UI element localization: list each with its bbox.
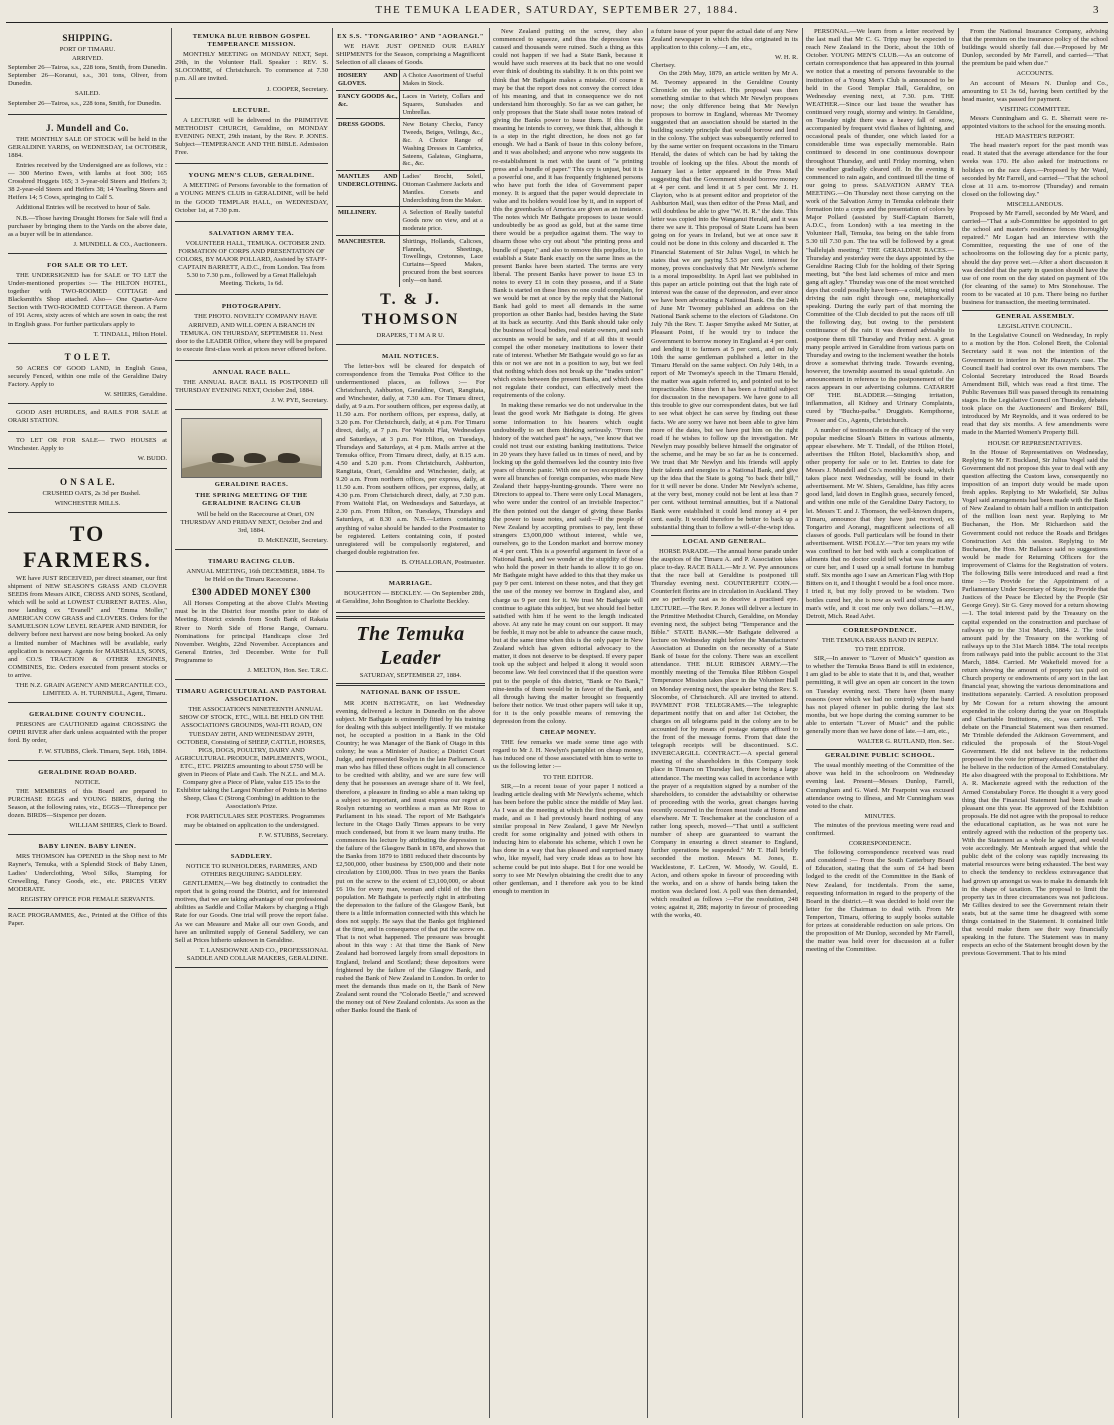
editorial-text-1: New Zealand putting on the screw, they also commenced to squeeze, and thus the depression was caused and thousands were ruined. Such a thing as this could not happen if we had a State Bank, because it would have such reserves at its back that no one would ever think of doubting its stability. It is on this point we think that Mr Bathgate makes a mistake. Of course it may be that the report does not convey the correct idea of his meaning, and that in consequence we do not understand him thoroughly. So far as we can gather, he only proposes that the State shall issue notes instead of giving the Banks power to issue them. If this is the meaning he intends to convey, we think that, although it is a step in the right direction, he does not go far enough. We had a Bank of Issue in this colony before, and it was abolished; and anyone who now suggests its re-establishment is met with the taunt of "a printing press and a bundle of paper." This cry is unjust, but it is a powerful one, and it has frequently frightened persons who have put forth the idea of Government paper money. It is argued that the paper would depreciate in value and its holders would lose by it, and in support of this the greenbacks of America are given as an instance. The notes which Mr Bathgate proposes to issue would undoubtedly be as good as gold, but at the same time there would be a prejudice against them. The way to disarm those who cry out about "the printing press and bundle of paper," and also to remove this prejudice, is to establish a State Bank exactly on the same lines as the present Banks have been started. The terms are very liberal. The present Banks have power to issue £3 in notes to every £1 in coin they possess, and if a State Bank is started on these lines no one could complain, for we would be met at once by the reply that the National Bank had gold to meet all demands in the same proportion as other Banks had, besides having the State at its back as security. And this Bank should take only the business of local bodies, real estate owners, and such accounts as would be safe, and if at all this it would compel the other monetary institutions to lower their rate of interest. Whether Mr Bathgate would go so far as this or not we are not in a position to say, but we feel that nothing which does not break up the "trades union" which exists between the present Banks, and which does not regulate their conduct, can effectively meet the requirements of the colony. [493, 28, 643, 400]
misc-text: Proposed by Mr Farrell, seconded by Mr Ward, and carried—"That a sub-Committee be appointed to get the school and master's residence fences thoroughly repaired." Mr Logan had an interview with the Committee, requesting the use of one of the schoolrooms on the following day for a picnic party, should the day prove wet.—After a short discussion it was decided that the party in question should have the use of one room on the day stated on payment of 10s (for cleaning of the same) to Mrs Stonehouse. The room to be vacated at 10 p.m. There being no further business for transaction, the meeting terminated. [962, 209, 1108, 306]
goods-category: DRESS GOODS. [336, 119, 400, 171]
marriage-heading: MARRIAGE. [388, 580, 433, 588]
goods-category: MANCHESTER. [336, 235, 400, 286]
tolet-ad [8, 347, 167, 404]
salvation-heading: SALVATION ARMY TEA. [208, 229, 295, 237]
school-correspondence-text: The following correspondence received was read and considered :— From the South Canterbury Board of Education, stating that the sum of £4 had been lodged to the credit of the Committee in the Bank of New Zealand, for incidentals. From the same, requesting information in regard to the property of the Board in the district.—It was decided to hold over the letter for the Chairman to deal with. From Mr Temperton, Timaru, offering to supply books suitable for prizes at considerable reduction on sale prices. On the proposition of Mr Dunlop, seconded by Mr Farrell, the matter was held over for discussion at a fuller meeting of the Committee. [806, 849, 954, 954]
cheap-money-heading: CHEAP MONEY. [539, 729, 597, 737]
brass-band-letter: SIR,—In answer to "Lover of Music's" question as to whether the Temuka Brass Band is still in existence, I am glad to be able to state that it is, and that, weather permitting, it will give an open air concert in the town on Tuesday evening next. There have (been many reasons (over which we had no control) why the band has not played oftener in public during the last six months, but we hope during the coming summer to be able to entertain "Lover of Music" and the public generally more than we have done of late.—I am, etc., [806, 655, 954, 735]
goods-description: Laces in Variety, Collars and Squares, Sunshades and Umbrellas. [400, 90, 485, 118]
farmers-text: WE have JUST RECEIVED, per direct steamer, our first shipment of NEW SEASON'S GRASS AND CLOVER SEEDS from Messrs AIKE, CROSS AND SONS, Scotland, which will be sold at LOWEST CURRENT RATES. Also, now landing ex "Evanell" and "Emma Moller," AMERICAN COW GRASS and CLOVERS. Orders for the SAMUELSON LOW LEVEL REAPER AND BINDER, for delivery before next harvest are now being booked. As only a limited number of Machines will be available, early application is necessary. Agents for MARSHALLS, SONS, and CO.'S TRACTION & OTHER ENGINES, COMBINES, Etc. Orders executed from present stocks or to arrive. [8, 574, 167, 679]
spring-text: Will be held on the Racecourse at Orari, ON THURSDAY AND FRIDAY NEXT, October 2nd and 3rd, 1884. [180, 510, 323, 534]
forsale-ad [8, 257, 167, 344]
race-programmes-text: RACE PROGRAMMES, &c., Printed at the Office of this Paper. [8, 911, 167, 928]
babylinen-heading: BABY LINEN. BABY LINEN. [38, 843, 137, 851]
masthead [0, 4, 1114, 22]
national-bank-text: MR JOHN BATHGATE, on last Wednesday evening, delivered a lecture in Dunedin on the above subject. Mr Bathgate is eminently fitted by his training for dealing with this subject intelligently. If we mistake not, he occupied a position in a Bank in the Old Country; he was Manager of the Bank of Otago in this colony; he was a Minister of Justice; a District Court Judge, and represented Roslyn in the late Parliament. A man who has filled these offices ought in all conscience to be credited with ability, and we are sure few will deny that he possesses an average share of it. We feel, therefore, a pleasure in finding so able a man taking up a subject so important, and must express our regret at Roslyn returning so worthless a man as Mr Ross to Parliament in his stead. The report of Mr Bathgate's lecture in the Otago Daily Times appears to be very much condensed, but from it we learn many truths. He commences his lecture by attributing the depression to the failure of the Glasgow Bank in 1878, and shows that the Banks from 1879 to 1881 reduced their discounts by £2,500,000, other business by £500,000 and their note circulation by £100,000. Thus in two years the Banks put on the screw to the extent of £3,100,000, or about £6 10s for every man, woman and child of the then population. Mr Bathgate is perfectly right in attributing the depression to the failure of the Glasgow Bank, but there is a little information connected with this which he does not supply. He says that the Banks got frightened at the time, and in consequence of that put the screw on. That is not what happened. The pressure was brought about in this way : At that time the Bank of New Zealand had borrowed largely from small depositors in England, Ireland and Scotland; these depositors were frightened by the failure of the Glasgow Bank, and rushed the Bank of New Zealand in London. In order to meet the demands thus made on it, the Bank of New Zealand sent round the "Colorado Beetle," and screwed the money out of New Zealand colonists. As soon as the other Banks found the Bank of [336, 699, 485, 1015]
local-general-text: HORSE PARADE.—The annual horse parade under the auspices of the Timaru A. and P. Association takes place to-day. RACE BALL.—Mr J. W. Pye announces that the race ball at Geraldine is postponed till Thursday evening next. COUNTERFEIT COIN.—Counterfeit florins are in circulation in Auckland. They are so perfectly cast as to deceive a practised eye. LECTURE.—The Rev. P. Jones will deliver a lecture in the Primitive Methodist Church, Geraldine, on Monday evening next, the subject being "Temperance and the Bible." STATE BANK.—Mr Bathgate delivered a lecture on Wednesday night before the Manufacturers' Association at Dunedin on the necessity of a State Bank of Issue for the colony. There was an excellent attendance. THE BLUE RIBBON ARMY.—The monthly meeting of the Temuka Blue Ribbon Gospel Temperance Mission takes place in the Volunteer Hall on Monday evening next, the speaker being the Rev. S. Slocombe, of Christchurch. All are invited to attend. PAYMENT FOR TELEGRAMS.—The telegraphic department notify that on and after 1st October, the charges on all telegrams paid in the colony are to be accounted for by means of postage stamps affixed to the front of the message forms. From that date the telegraph receipts will be discontinued. S.C. INVERCARGILL CONTRACT.—A special general meeting of the shareholders in this Company took place in Timaru on Thursday last, there being a large attendance. The meeting was called in accordance with the prayer of a requisition signed by a number of the shareholders, to consider the advisability or otherwise of proceeding with the works, great changes having recently occurred in the frozen meat trade at Home and elsewhere. Mr T. Teschemaker at the conclusion of a rather long speech, moved—"That until a sufficient number of sheep are guaranteed to warrant the Company in ensuring a direct steamer to England, further operations be suspended." Mr T. Hall briefly seconded the motion. Messrs M. Jones, E. Wacklestone, F. LeCren, W. Moody, W. Gould, E. Acton, and others spoke in favour of proceeding with the works, and on a show of hands being taken the motion was declared lost. A poll was then demanded, which resulted as follows :—For the resolution, 248 votes; against it, 288; majority in favour of proceeding with the works, 40. [651, 547, 798, 920]
column-4 [493, 28, 643, 1418]
goods-row [336, 235, 485, 286]
letter-place: Chertsey. [651, 62, 676, 70]
goods-category: HOSIERY AND GLOVES. [336, 70, 400, 91]
editorial-text-2: In making these remarks we do not undervalue in the least the good work Mr Bathgate is doing. He gives some information to his hearers which ought undoubtedly to set them thinking seriously. "From the history of the watched past" he says, "we know that we could not trust our existing banking institutions. Twice in 20 years they have failed us in times of need, and by locking up the gold themselves led the country into five years of chronic panic. With one or two exceptions they were all branches of foreign companies, who made New Zealand their happy-hunting-grounds. There were no Directors to appeal to. There were only Local Managers, who were under the control of an invisible Inspector." He then pointed out the danger of giving these Banks the power to issue notes, and said:—If the people of New Zealand by accepting promises to pay, lent these strangers £3,000,000 without interest, while we, ourselves, go to the London market and borrow money at 4 per cent. This is a powerful argument in favor of a National Bank, and we wonder at the stupidity of those who hold the power in their hands to allow it to go on. Mr Bathgate might have added to this that they make us pay 9 per cent. interest on these notes, and that they get the use of the money we borrow in England also, and charge us 9 per cent for it. We trust Mr Bathgate will continue to agitate this subject, but we should feel better satisfied with him if he went to the length indicated above. At any rate he may count on our support. It may be feeble, it may not be able to advance the cause much, but at the same time when this is the only paper in New Zealand which has given editorial advocacy to the matter, it does not deserve to be despised. If every paper took up the subject and helped it along it would soon become law. We feel convinced that if the question were put to the people of this district, "Bank or No Bank," nine-tenths of them would be in favor of the Bank, and all through having the matter brought so frequently before their notice. We trust other papers will take it up, for it is the only possible means of removing the depression from the colony. [493, 402, 643, 725]
mundell-entries: Entries received by the Undersigned are as follows, viz :— 300 Merino Ewes, with lambs at foot 300; 165 Crossbred Hoggets 165; 3 3-year-old Steers and Heifers 3; 38 2-year-old Steers and Heifers 38; 14 Yearling Steers and Heifers 14; 5 Cows, springing to Calf 5. [8, 161, 167, 202]
mundell-signature: J. MUNDELL & CO., Auctioneers. [73, 240, 167, 248]
timaru-racing-heading: TIMARU RACING CLUB. [208, 557, 295, 565]
notice-heading: NOTICE. [74, 778, 101, 786]
paper-date: SATURDAY, SEPTEMBER 27, 1884. [359, 672, 462, 680]
to-the-editor: TO THE EDITOR. [542, 773, 594, 781]
mundell-nb: N.B.—Those having Draught Horses for Sale will find a purchaser by bringing them to the Yards on the above date, as a buyer will be in attendance. [8, 214, 167, 238]
gospel-heading: TEMUKA BLUE RIBBON GOSPEL TEMPERANCE MISSION. [192, 33, 311, 49]
added-money-heading: £300 ADDED MONEY £300 [192, 587, 311, 598]
goods-description: Ladies' Brocht, Soleil, Ottoman Cashmere Jackets and Mantles. Corsets and Underclothing from the Maker. [400, 171, 485, 207]
nameplate-rule [336, 683, 485, 686]
headmaster-heading: HEAD MASTER'S REPORT. [995, 133, 1075, 141]
winchester-ad [8, 435, 167, 468]
port-heading: PORT OF TIMARU. [59, 46, 116, 53]
column-3 [336, 28, 485, 1418]
mundell-text: THE MONTHLY SALE OF STOCK will be held in the GERALDINE YARDS, on WEDNESDAY, 1st OCTOBER, 1884. [8, 135, 167, 159]
roadboard-heading: GERALDINE ROAD BOARD. [38, 768, 137, 776]
farmers-heading: TO FARMERS. [23, 520, 152, 572]
goods-description: A Choice Assortment of Useful Makes in Stock. [400, 70, 485, 91]
ships-text: WE HAVE JUST OPENED OUR EARLY SHIPMENTS for the Season, comprising a Magnificent Selection of all classes of Goods. [336, 43, 485, 67]
goods-row [336, 119, 485, 171]
photo-heading: PHOTOGRAPHY. [221, 303, 282, 311]
mundell-note: Additional Entries will be received to hour of Sale. [16, 204, 151, 212]
goods-description: A Selection of Really tasteful Goods now on view, and at a moderate price. [400, 207, 485, 235]
mundell-ad [8, 118, 167, 254]
gospel-ad [175, 28, 328, 99]
farmers-ad [8, 516, 167, 703]
marriage-notice [336, 575, 485, 613]
gospel-signature: J. COOPER, Secretary. [266, 85, 328, 93]
brass-band-signature: WALTER G. RUTLAND, Hon. Sec. [857, 738, 954, 746]
tolet-heading: T O L E T. [64, 351, 111, 362]
added-money-text: All Horses Competing at the above Club's Meeting must be in the District four months prior to date of Meeting. District extends from South Bank of Rakaia River to North Side of Horse Range, Oamaru. Nominations for principal Handicaps close 3rd November. Weights, 22nd November. Acceptances and General Entries, 3rd December. Write for Full Programme to [175, 600, 328, 664]
letter-signature: W. H. R. [774, 54, 798, 62]
goods-category: MILLINERY. [336, 207, 400, 235]
annual-ball-ad [175, 364, 328, 410]
mundell-heading: J. Mundell and Co. [46, 122, 129, 133]
roadboard-ad [8, 764, 167, 836]
agri-footer: FOR PARTICULARS SEE POSTERS. Programmes may be obtained on application to the undersigned. [184, 813, 325, 829]
lecture-ad [175, 102, 328, 165]
brass-band-heading: THE TEMUKA BRASS BAND IN REPLY. [821, 636, 939, 644]
mail-signature: B. O'HALLORAN, Postmaster. [401, 558, 485, 566]
farmers-signature: THE N.Z. GRAIN AGENCY AND MERCANTILE CO., LIMITED. A. H. TURNBULL, Agent, Timaru. [15, 681, 167, 698]
registry-text: REGISTRY OFFICE FOR FEMALE SERVANTS. [20, 895, 155, 903]
goods-description: New Botany Checks, Fancy Tweeds, Beiges, Veilings, &c., &c. A Choice Range of Washing Dresses in Cambrics, Sateens, Galateas, Ginghams, &c., &c. [400, 119, 485, 171]
local-general-heading: LOCAL AND GENERAL. [651, 535, 798, 546]
arrived-label: ARRIVED. [72, 55, 103, 63]
visiting-heading: VISITING COMMITTEE. [999, 105, 1071, 113]
spring-heading: THE SPRING MEETING OF THE GERALDINE RACING CLUB [195, 492, 308, 508]
column-rule [647, 28, 648, 1418]
column-7 [962, 28, 1108, 1418]
insurance-text: From the National Insurance Company, advising that the premium on the insurance policy of the school buildings would shortly fall due.—Proposed by Mr Dunlop, seconded by Mr Farrell, and carried—"That the premium be paid when due." [962, 28, 1108, 68]
school-text: The usual monthly meeting of the Committee of the above was held in the schoolroom on Wednesday evening last. Present—Messrs Dunlop, Farrell, Cunningham and G. Ward. Mr Fearpoint was excused attendance owing to illness, and Mr Cunningham was voted to the chair. [806, 762, 954, 810]
goods-row [336, 171, 485, 207]
page-number: 3 [1093, 4, 1100, 16]
correspondence-heading: CORRESPONDENCE. [806, 624, 954, 635]
cheap-money-text: THE few remarks we made some time ago with regard to Mr J. H. Newlyn's pamphlet on cheap money, has induced one of those associated with him to write to us the following letter :— [493, 739, 643, 771]
onsale-heading: O N S A L E. [59, 476, 116, 487]
house-reps-text: In the House of Representatives on Wednesday, Replying to Mr F. Buckland, Sir Julius Vogel said the Government did not propose this year to deal with any question affecting the Custom laws, consequently no imposition of an import duty would be made upon fresh apples. Replying to Mr Wakefield, Sir Julius Vogel said arrangements had been made with the Bank of New Zealand to obtain half a million in anticipation of the million loan next year. Replying to Mr Buchanan, the Hon. Mr Richardson said the Government could not reduce the Roads and Bridges Construction Act this session. Replying to Mr Buchanan, the Hon. Mr Ballance said no suggestions would be made for Returning Officers for the improvement of Claims for the Registration of voters. The following Bills were introduced and read a first time :—To Provide for the Appointment of a Parliamentary Under Secretary of State; to Provide that Justices of the Peace be Elected by the People (Sir George Grey). Sir G. Grey moved for a return showing—1. The total interest paid by the Treasury on the capital expended on the construction and purchase of railways up to the 31st March, 1884. 2. The total amount paid by the Treasury on the working of railways up to the 31st March 1884. The total receipts from railways paid into the public account to the 31st March, 1884. Carried. Mr Wakefield moved for a return showing the amount of property tax paid on Church property or endowments of any sort in the last financial year, showing the various denominations and institutions separately. Carried. A resolution proposed by Mr Cowan for a return showing the amount expended in the colony during the year on Hospitals and Charitable Institutions, etc., was carried. The debate on the Financial Statement was then resumed. Mr Trimble defended the Atkinson Government, and ridiculed the proposals of the Stout-Vogel Government. He did not believe in the reductions proposed in the vote for primary education; neither did he believe in the reduction of the Armed Constabulary. He also disagreed with the proposal to Exhibitions. Mr A. R. Mackenzie agreed with the reduction of the Armed Constabulary Force. He thought it a very good thing that the Financial Statement had been made a pleasant one this year. He approved of the Exhibition proposals. He did not agree with the proposal to reduce the educational capitation, as he was not sure he entirely agreed with the reduction of the property tax. With the Statement as a whole he agreed, and would vote accordingly. Mr Menteath argued that while the public debt of the colony was rapidly increasing its material resources were being exhausted. The best way to check the tendency to reckless extravagance that had grown up amongst us was to make its demands felt in the shape of taxation. The proposal to limit the property tax in three circumstances was not judicious. Mr Gillies desired to see the Government retain their seats, but at the same time he disagreed with some things contained in the Statement. It contained little that would make them see their way financially speaking in the future. The Statement was in many respects an echo of the Statement brought down by the previous Government. That to his mind [962, 448, 1108, 958]
saddlery-subheading: NOTICE TO RUNHOLDERS, FARMERS, AND OTHERS REQUIRING SADDLERY. [185, 862, 318, 878]
lecture-heading: LECTURE. [232, 106, 271, 114]
added-money-signature: J. MELTON, Hon. Sec. T.R.C. [247, 666, 328, 674]
saddlery-heading: SADDLERY. [230, 852, 273, 860]
babylinen-text: MRS THOMSON has OPENED in the Shop next to Mr Rayner's, Temuka, with a Splendid Stock of Baby Linen, Ladies' Underclothing, Wool Silks, Stamping for Crewelling, Fancy Goods, etc., etc. PRICES VERY MODERATE. [8, 853, 167, 893]
ymc-text: A MEETING of Persons favorable to the formation of a YOUNG MEN'S CLUB in GERALDINE, will be held in the GOOD TEMPLAR HALL, on WEDNESDAY, October 1st, at 7.30 p.m. [175, 182, 328, 214]
sailed-label: SAILED. [74, 90, 101, 98]
mail-notices [336, 348, 485, 572]
council-ad [8, 706, 167, 760]
onsale-signature: WINCHESTER MILLS. [54, 499, 121, 507]
goods-row [336, 90, 485, 118]
thomson-subheading: DRAPERS, T I M A R U. [376, 331, 445, 339]
forsale-text: THE UNDERSIGNED has for SALE or TO LET the Under-mentioned properties :— The HILTON HOTEL, together with TWO-ROOMED COTTAGE and Blacksmith's Shop attached. Also— One Quarter-Acre Section with TWO-ROOMED COTTAGE thereon. A Farm of 191 Acres, sixty acres of which are sown in oats; the rest in English grass. For further particulars apply to [8, 271, 167, 328]
local-news-text-2: A number of testimonials re the efficacy of the very popular medicine Sloan's Bitters in various ailments, appear elsewhere. Mr T. Tindall, of the Hilton Hotel, advertises the Hilton Hotel, blacksmith's shop, and other property for sale or to let. Entries to date for Messrs J. Mundell and Co.'s monthly stock sale, which takes place next Wednesday, will be found in their advertisement. Mr W. Shiers, Geraldine, has fifty acres good land, laid down in English grass, securely fenced, and within one mile of the Geraldine Dairy Factory, to let. Messrs T. and J. Thomson, the well-known drapers, Timaru, announce that they have just received, ex Tongariro and Aorangi, magnificent selections of all classes of goods. Full particulars will be found in their advertisement. WISE FOLLY.—"For ten years my wife was confined to her bed with such a complication of ailments that no doctor could tell what was the matter or cure her, and I used up a small fortune in humbug stuff. Six months ago I saw an American Flag with Hop Bitters on it, and I thought I would be a fool once more. I tried it, but my folly proved to be wisdom. Two bottles cured her, she is now as well and strong as any man's wife, and it cost me only two dollars."—H.W., Detroit, Mich. Read Advt. [806, 426, 954, 620]
goods-row [336, 70, 485, 91]
goods-row [336, 207, 485, 235]
winchester-text: TO LET OR FOR SALE— TWO HOUSES at Winchester. Apply to [8, 437, 167, 453]
goods-description: Shirtings, Hollands, Calicoes, Flannels, Sheetings, Towellings, Cretonnes, Lace Curtains—Speed Makes, procured from the best sources only—on hand. [400, 235, 485, 286]
ymc-heading: YOUNG MEN'S CLUB, GERALDINE. [188, 172, 315, 180]
marriage-text: BOUGHTON — BECKLEY. — On September 28th, at Geraldine, John Boughton to Charlotte Beckley. [336, 590, 485, 606]
school-heading: GERALDINE PUBLIC SCHOOL. [806, 749, 954, 760]
timaru-racing-ad [175, 553, 328, 680]
column-rule [489, 28, 490, 1418]
editorial-reply: On the 29th May, 1879, an article written by Mr A. M. Twomey appeared in the Geraldine County Chronicle on the subject. His proposal was then something similar to that which Mr Newlyn proposes now; the only difference being that Mr Newlyn proposes to borrow in England, whereas Mr Twomey suggested that an association should be started in the building society principle that would borrow and lend in the colony. The subject was subsequently referred to by the same writer on frequent occasions in the Timaru Herald, the dates of which can be had by taking the trouble of looking up the files. About the month of January last a letter appeared in the Press Mail suggesting that the Government should borrow money at 4 per cent. and lend it at 5 per cent. Mr J. H. Clayton, who is at present editor and proprietor of the Ashburton Mail, was then editor of the Press Mail, and will doubtless be able to give "W. H. R." the date. This letter was copied into the Wanganui Herald, and it was there we saw it. This proposal of State Loans has been going on for years in Ireland, but we at once saw it could not be done in this colony and discarded it. The Financial Statement of Sir Julius Vogel, in which he states that we are paying 5.53 per cent. interest for money, proves conclusively that Mr Newlyn's scheme is a moral impossibility. In April last we published in this paper an article pointing out that the high rate of interest was the cause of the depression, and ever since we have been advocating a National Bank. On the 24th of June Mr Twomey published an address on the National Bank scheme to the electors of Gladstone. On July 7th the Rev. T. Jasper Smythe asked Mr Sutter, at Pleasant Point, if he would try to induce the Government to borrow money in England at 4 per cent. and lending it to farmers at 5 per cent., and on July 10th the same gentleman published a letter in the Timaru Herald on the same subject. On July 14th, in a report of Mr Twomey's speech in the Timaru Herald, the matter was again referred to, and pointed out to be impracticable. Since then it has been a fruitful subject for discussion in the newspapers. We have gone to all this trouble to give our correspondent dates, but we fail to see what object he can serve by finding out these facts. We are sorry we have not been able to give him more of the dates, but we have put him on the right road if he wishes to follow up the investigation. Mr Newlyn may possibly believe himself the originator of the scheme, and he may be so far as he is concerned. We trust that Mr Newlyn and his friends will apply their talents and energies to a National Bank, and give up the idea that the State is going "to back their bill," for it will never be done. Under Mr Newlyn's scheme, at the very best, money could not be lent at less than 7 per cent. without terminal annuities, but if a National Bank were established it could lend money at 4 per cent. easily. It would therefore be better to back up a substantial thing than to follow a will-o'-the-wisp idea. [651, 70, 798, 531]
column-2 [175, 28, 328, 1418]
forsale-signature: T. TINDALL, Hilton Hotel. [93, 330, 167, 338]
masthead-rule [6, 22, 1108, 23]
goods-category: MANTLES AND UNDERCLOTHING. [336, 171, 400, 207]
letter-continuation: a future issue of your paper the actual date of any New Zealand newspaper in which the idea originated in its application to this colony.—I am, etc., [651, 28, 798, 52]
mail-text: The letter-box will be cleared for despatch of correspondence from the Temuka Post Office to the undermentioned places, as follows :— For Christchurch, Ashburton, Geraldine, Orari, Rangitata, and Winchester, daily, at 7.30 a.m. For Timaru direct, daily, at 9 a.m. For southern offices, per express daily, at 11.50 a.m. For northern offices, per express, daily, at 3.20 p.m. For Christchurch, daily, at 4 p.m. For Timaru direct, daily, at 7 p.m. For Waitohi Flat, Wednesdays and Saturdays, at 3 p.m. For Hilton, on Tuesdays, Thursdays and Saturdays, at 4 p.m. Mails arrive at the Temuka office, From Timaru direct, daily, at 8.15 a.m. 4.50 and 5.20 p.m. From Christchurch, Ashburton, Rangitata, Orari, Geraldine and Winchester, daily, at 9.20 a.m. From northern offices, per express, daily, at 11.50 a.m. From southern offices, per express, daily, at 4.30 p.m. From Christchurch direct, daily, at 7.30 p.m. From Waitohi Flat, on Wednesdays and Saturdays, at 2.30 p.m. From Hilton, on Tuesdays, Thursdays and Saturdays, at 8.30 a.m. N.B.—Letters containing anything of value should be handed to the Postmaster to be registered. Letters containing coin, if posted unregistered will be compulsorily registered, and charged double registration fee. [336, 362, 485, 556]
spring-signature: D. McKENZIE, Secretary. [257, 536, 328, 544]
accounts-heading: ACCOUNTS. [1016, 70, 1054, 78]
salvation-ad [175, 225, 328, 296]
misc-heading: MISCELLANEOUS. [1006, 200, 1064, 208]
nameplate-rule [336, 616, 485, 619]
photo-text: THE PHOTO. NOVELTY COMPANY HAVE ARRIVED, AND WILL OPEN A BRANCH IN TEMUKA. ON THURSDAY, SEPTEMBER 11. Next door to the LEADER Office, where they will be prepared to execute first-class work at prices never offered before. [175, 313, 328, 353]
column-6 [806, 28, 954, 1418]
council-signature: F. W. STUBBS, Clerk. Timaru, Sept. 16th, 1884. [38, 747, 167, 755]
column-1 [8, 28, 167, 1418]
column-rule [171, 28, 172, 1418]
tolet-text: 50 ACRES OF GOOD LAND, in English Grass, securely Fenced, within one mile of the Geraldine Dairy Factory. Apply to [8, 364, 167, 388]
goods-category: FANCY GOODS &c., &c. [336, 90, 400, 118]
lecture-text: A LECTURE will be delivered in the PRIMITIVE METHODIST CHURCH, Geraldine, on MONDAY EVENING NEXT, 29th instant, by the Rev. P. JONES. Subject—TEMPERANCE AND THE BIBLE. Admission Free. [175, 116, 328, 157]
column-5 [651, 28, 798, 1418]
roadboard-text: THE MEMBERS of this Board are prepared to PURCHASE EGGS and YOUNG BIRDS, during the Season, at the following rates, viz., EGGS—Threepence per dozen. BIRDS—Sixpence per dozen. [8, 787, 167, 820]
mail-heading: MAIL NOTICES. [381, 352, 440, 360]
hurdles-ad [8, 407, 167, 432]
paper-nameplate: The Temuka Leader [356, 623, 465, 670]
annual-ball-heading: ANNUAL RACE BALL. [212, 368, 291, 376]
races-heading: GERALDINE RACES. [214, 481, 289, 489]
legislative-council-text: In the Legislative Council on Wednesday, In reply to a motion by the Hon. Colonel Brett, the Colonial Secretary said it was not the intention of the Government to interfere in Mr Pharazyn's case. The Council itself had control over its own members. The Colonial Secretary introduced the Road Boards Amendment Bill, which was read a first time. The Public Revenues Bill was passed through its remaining stages. In the Legislative Council on Thursday, debates took place on the Auctioneers' and Brokers' Bill, introduced by Mr Reynolds, and it was ordered to be read that day six months. A few amendments were made in the Married Women's Property Bill. [962, 332, 1108, 437]
winchester-signature: W. BUDD. [137, 455, 167, 463]
national-bank-heading: NATIONAL BANK OF ISSUE. [360, 689, 461, 697]
visiting-text: Messrs Cunningham and G. E. Sherratt were re-appointed visitors to the school for the ensuing month. [962, 114, 1108, 131]
thomson-heading: T. & J. THOMSON [361, 290, 460, 328]
ymc-ad [175, 167, 328, 221]
school-correspondence-heading: CORRESPONDENCE. [848, 840, 912, 848]
column-rule [958, 28, 959, 1418]
forsale-heading: FOR SALE OR TO LET. [47, 261, 128, 269]
arrived-text: September 26—Tairoa, s.s., 228 tons, Smith, from Dunedin. September 26—Koranui, s.s., 301 tons, Oliver, from Dunedin. [8, 64, 167, 88]
headmaster-text: The head master's report for the past month was read. It stated that the average attendance for the four weeks was 170. He also asked for instructions re holidays on the race days.—Proposed by Mr Ward, seconded by Mr Farrell, and carried—"That the school close at 11 a.m. to-morrow (Thursday) and remain closed on the following day." [962, 142, 1108, 198]
ships-heading: EX S.S. "TONGARIRO" AND "AORANGI." [337, 33, 484, 40]
agri-ad [175, 683, 328, 845]
races-ad [175, 413, 328, 550]
shipping-section [8, 28, 167, 115]
agri-heading: TIMARU AGRICULTURAL AND PASTORAL ASSOCIATION. [176, 688, 327, 704]
column-rule [332, 28, 333, 1418]
goods-table [336, 69, 485, 286]
gospel-text: MONTHLY MEETING on MONDAY NEXT, Sept. 29th, in the Volunteer Hall. Speaker : REV. S. SLOCOMBE, of Christchurch. To commence at 7.30 p.m. All are invited. [175, 51, 328, 83]
house-reps-heading: HOUSE OF REPRESENTATIVES. [987, 439, 1083, 447]
council-heading: GERALDINE COUNTY COUNCIL. [29, 711, 146, 719]
cheap-money-letter: SIR,—In a recent issue of your paper I noticed a leading article dealing with Mr Newlyn's scheme, which has been before the public since the middle of May last. As I was at the meeting at which the first proposal was made, and as I had previously heard nothing of any similar proposal in New Zealand, I gave Mr Newlyn credit for some originality and joined with others in inducing him to elaborate his scheme, which I own he has done in a way that has pleased and surprised many who, like myself, had very crude ideas as to how his scheme could be put into shape. But I for one would be sorry to see Mr Newlyn obtaining the credit due to any other gentleman, and I therefore ask you to be kind enough to mention in [493, 782, 643, 895]
council-text: PERSONS are CAUTIONED against CROSSING the OPIHI RIVER after dark unless acquainted with the proper ford. By order, [8, 721, 167, 745]
onsale-text: CRUSHED OATS, 2s 3d per Bushel. [42, 489, 141, 497]
tolet-signature: W. SHIERS, Geraldine. [104, 391, 167, 398]
timaru-racing-text: ANNUAL MEETING, 16th DECEMBER, 1884. To be Held on the Timaru Racecourse. [186, 568, 325, 584]
photo-ad [175, 298, 328, 361]
saddlery-text: GENTLEMEN,—We beg distinctly to contradict the report that is going round the District, and for interested motives, that we are taking advantage of our professional abilities as Saddle and Collar Makers by charging a High Rate for our Goods. One trial will prove the report false. As we can Measure and Make all our own Goods, and have an unlimited supply of General Saddlery, we can Sell at Prices hitherto unknown in Geraldine. [175, 880, 328, 944]
to-the-editor: TO THE EDITOR. [854, 646, 906, 654]
accounts-text: An account of Messrs N. Dunlop and Co., amounting to £1 3s 6d, having been certified by the head master, was passed for payment. [962, 79, 1108, 103]
agri-text: THE ASSOCIATION'S NINETEENTH ANNUAL SHOW OF STOCK, ETC., WILL BE HELD ON THE ASSOCIATION'S GROUNDS, WAI-ITI ROAD, ON TUESDAY 28TH, AND WEDNESDAY 29TH, OCTOBER, Consisting of SHEEP, CATTLE, HORSES, PIGS, DOGS, POULTRY, DAIRY AND AGRICULTURAL PRODUCE, IMPLEMENTS, WOOL, ETC., ETC. PRIZES amounting to about £750 will be given in Pieces of Plate and Cash. The N.Z.L. and M.A. Company give a Piece of Plate, value £15 15s to the Exhibitor taking the Largest Number of Points in Merino Sheep, Class C (Strong Combing) in addition to the Association's Prize. [175, 706, 328, 811]
saddlery-ad [175, 848, 328, 968]
saddlery-signature: T. LANSDOWNE AND CO., PROFESSIONAL SADDLE AND COLLAR MAKERS, GERALDINE. [186, 946, 328, 962]
annual-ball-signature: J. W. PYE, Secretary. [271, 397, 328, 405]
thomson-ad [336, 28, 485, 345]
general-assembly-heading: GENERAL ASSEMBLY. [962, 310, 1108, 321]
sailed-text: September 26—Tairoa, s.s., 228 tons, Smith, for Dunedin. [8, 99, 162, 107]
onsale-ad [8, 472, 167, 513]
masthead-title: THE TEMUKA LEADER, SATURDAY, SEPTEMBER 27, 1884. [375, 4, 739, 16]
column-rule [802, 28, 803, 1418]
legislative-council-heading: LEGISLATIVE COUNCIL. [997, 323, 1073, 331]
racing-engraving [181, 418, 322, 478]
babylinen-ad [8, 838, 167, 909]
minutes-heading: MINUTES. [864, 812, 896, 820]
local-news-text-1: PERSONAL.—We learn from a letter received by the last mail that Mr C. G. Tripp may be expected to reach New Zealand in the Doric, about the 10th of October. YOUNG MEN'S CLUB.—As an outcome of certain correspondence that has appeared in this journal we notice that a meeting of persons favourable to the institution of a Young Men's Club is announced to be held in the Good Templar Hall, Geraldine, on Wednesday evening next, at 7.30. p.m. THE WEATHER.—Since our last issue the weather has continued very rough, stormy and wintry. In Geraldine, on Tuesday night there was a heavy fall of snow, accompanied by frequent vivid flashes of lightning, and occasional peals of thunder, one which lasted for a considerable time was especially memorable. Rain continued to descend in one continuous downpour throughout Thursday, and until Friday morning, when the weather gradually cleared off. In the evening it commenced to rain again, and continued till the time of our going to press. SALVATION ARMY TEA MEETING.—On Thursday next those carrying on the work of the Salvation Army in Temuka celebrate their formation into a corps and the presentation of colors by Major Pollard (assisted by Staff-Captain Barrett, A.D.C., from London) with a tea meeting in the Volunteer Hall, Temuka, tea being on the table from 5.30 till 7.30 p.m. The tea will be followed by a great "hallelujah meeting." THE GERALDINE RACES.—Thursday and yesterday were the days appointed by the Geraldine Racing Club for the holding of their Spring meeting, but "the best laid schemes of mice and men gang aft agley." Thursday was one of the most wretched days that could possibly have been—a cold, biting wind driving the rain right through one, metaphorically speaking. During the early part of that morning the Committee of the Club decided to put the races off till the following day, but owing to the persistent continuance of the rain it was deemed advisable to postpone them till Thursday and Friday next. A great many people arrived in Geraldine from various parts on Thursday and owing to the inclement weather the hotels drove a somewhat thriving trade. Towards evening, however, the township assumed its usual quietude. An announcement in reference to the postponement of the races appears in our advertising columns. CATARRH OF THE BLADDER.—Stinging irritation, inflammation, all Kidney and Urinary Complaints, cured by "Buchu-paiba." Druggists. Kempthorne, Prosser and Co., Agents, Christchurch. [806, 28, 954, 424]
hurdles-text: GOOD ASH HURDLES, and RAILS FOR SALE at ORARI STATION. [8, 409, 167, 425]
salvation-text: VOLUNTEER HALL, TEMUKA. OCTOBER 2ND. FORMATION OF CORPS AND PRESENTATION OF COLORS, BY MAJOR POLLARD, Assisted by STAFF-CAPTAIN BARRETT, A.D.C., from London. Tea from 5.30 to 7.30 p.m., followed by a Great Hallelujah Meeting. Tickets, 1s 6d. [176, 239, 327, 288]
minutes-text: The minutes of the previous meeting were read and confirmed. [806, 821, 954, 837]
agri-signature: F. W. STUBBS, Secretary. [258, 831, 328, 839]
annual-ball-text: THE ANNUAL RACE BALL IS POSTPONED till THURSDAY EVENING NEXT, October 2nd, 1884. [175, 379, 328, 395]
roadboard-signature: WILLIAM SHIERS, Clerk to Board. [69, 822, 167, 830]
shipping-heading: SHIPPING. [62, 33, 113, 43]
